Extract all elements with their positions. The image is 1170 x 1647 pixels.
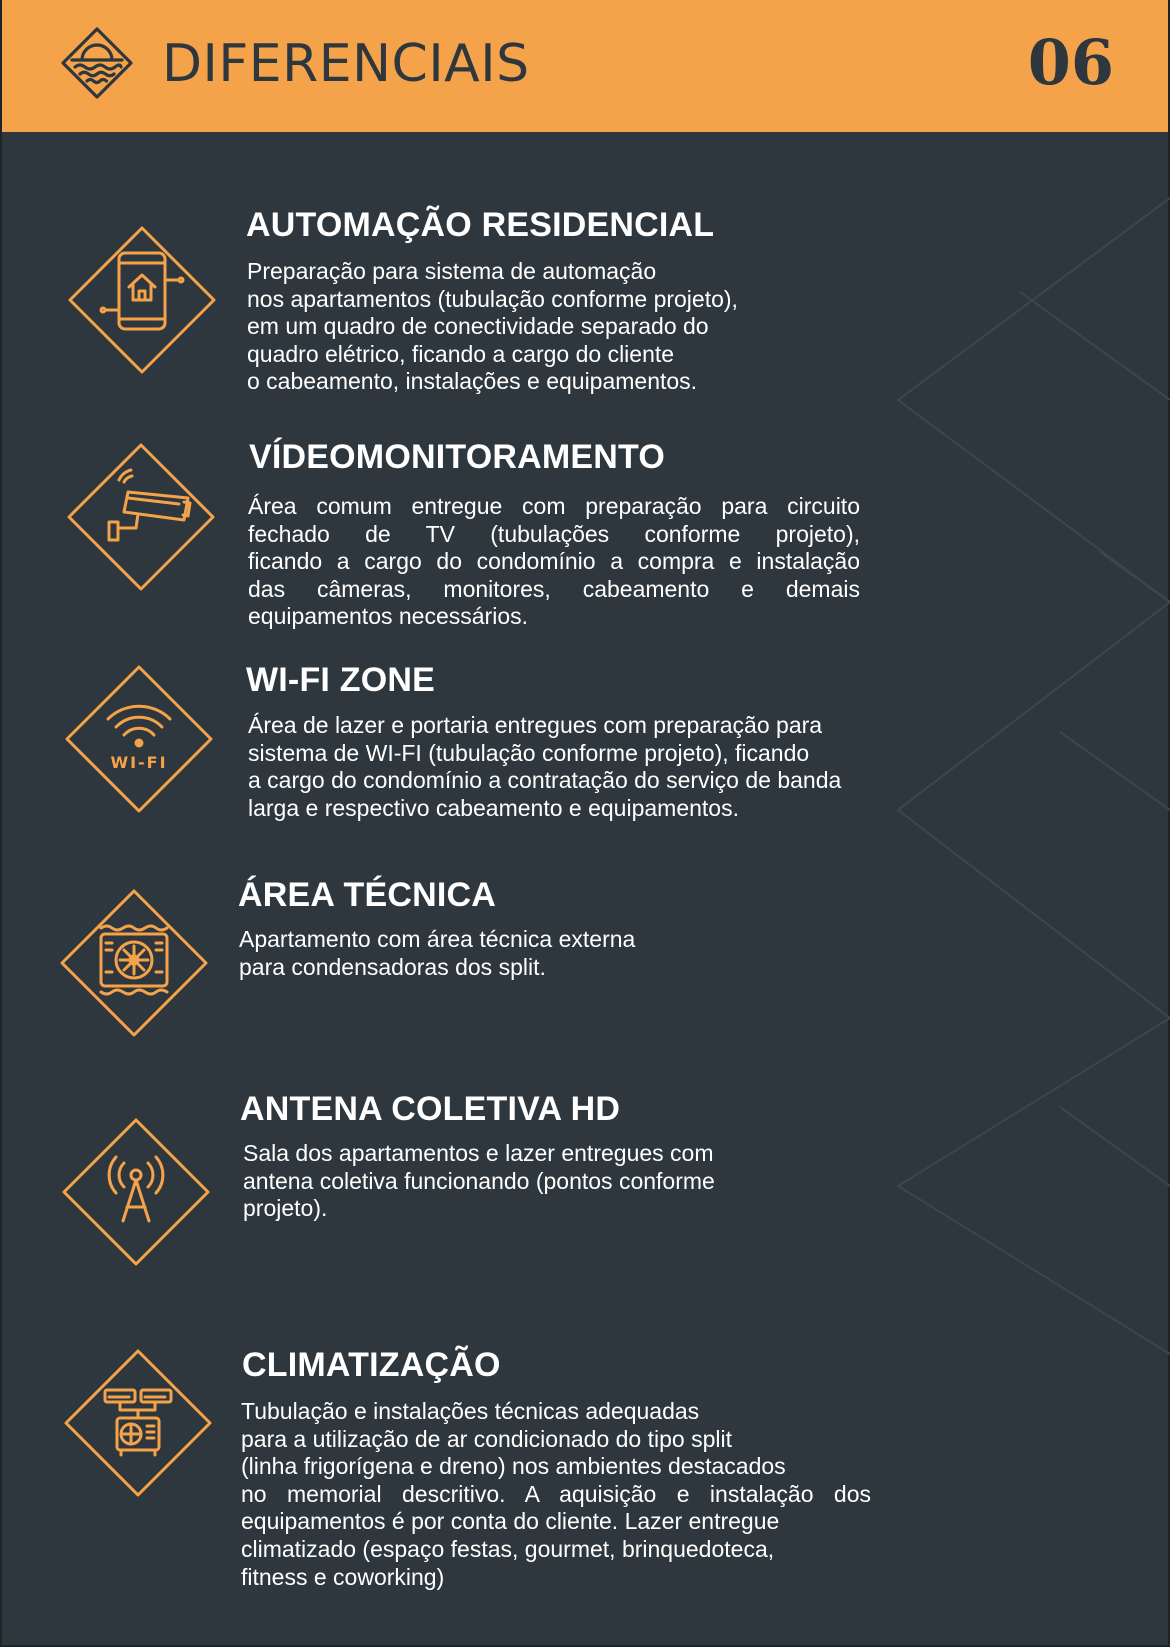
description-line: equipamentos necessários.	[248, 603, 528, 630]
description-line: sistema de WI-FI (tubulação conforme projeto), ficando	[248, 739, 810, 766]
description-line: no memorial descritivo. A aquisição e instalação dos	[241, 1480, 871, 1507]
feature-description	[243, 1140, 803, 1223]
wifi-icon-label: WI-FI	[110, 753, 168, 772]
feature-title: CLIMATIZAÇÃO	[242, 1346, 501, 1384]
description-line: das câmeras, monitores, cabeamento e demais	[248, 575, 860, 602]
feature-description	[248, 493, 860, 631]
description-line: larga e respectivo cabeamento e equipamentos.	[248, 794, 739, 821]
feature-title: ÁREA TÉCNICA	[238, 876, 497, 914]
description-line: Tubulação e instalações técnicas adequadas	[241, 1398, 700, 1424]
feature-description	[241, 1398, 871, 1591]
description-line: fechado de TV (tubulações conforme projeto),	[248, 520, 860, 547]
smartphone-home-icon	[67, 225, 217, 375]
wifi-icon	[64, 664, 214, 814]
description-line: a cargo do condomínio a contratação do serviço de banda	[248, 767, 842, 794]
header-bar	[2, 0, 1168, 132]
antenna-tower-icon	[61, 1117, 211, 1267]
description-line: ficando a cargo do condomínio a compra e instalação	[248, 548, 860, 575]
description-line: projeto).	[243, 1195, 328, 1222]
feature-description	[247, 258, 807, 396]
page-number: 06	[1027, 26, 1114, 99]
security-camera-icon	[66, 442, 216, 592]
description-line: em um quadro de conectividade separado do	[247, 313, 709, 340]
page-title: DIFERENCIAIS	[162, 34, 530, 94]
description-line: Preparação para sistema de automação	[247, 258, 657, 284]
description-line: (linha frigorígena e dreno) nos ambientes destacados	[241, 1453, 786, 1480]
description-line: o cabeamento, instalações e equipamentos.	[247, 368, 698, 395]
description-line: para condensadoras dos split.	[239, 953, 546, 980]
feature-title: ANTENA COLETIVA HD	[240, 1090, 621, 1128]
condenser-unit-icon	[59, 888, 209, 1038]
description-line: Sala dos apartamentos e lazer entregues com	[243, 1140, 714, 1166]
feature-title: WI-FI ZONE	[246, 661, 435, 699]
description-line: Área comum entregue com preparação para circuito	[248, 493, 860, 519]
description-line: Apartamento com área técnica externa	[239, 926, 636, 952]
description-line: fitness e coworking)	[241, 1563, 445, 1590]
feature-title: AUTOMAÇÃO RESIDENCIAL	[246, 206, 715, 244]
description-line: para a utilização de ar condicionado do tipo split	[241, 1425, 732, 1452]
sun-over-waves-diamond-icon	[60, 26, 134, 100]
air-conditioner-icon	[63, 1348, 213, 1498]
description-line: equipamentos é por conta do cliente. Lazer entregue	[241, 1508, 780, 1535]
feature-title: VÍDEOMONITORAMENTO	[249, 438, 666, 476]
description-line: Área de lazer e portaria entregues com preparação para	[248, 712, 823, 738]
feature-description	[239, 926, 779, 981]
description-line: nos apartamentos (tubulação conforme projeto),	[247, 285, 738, 312]
description-line: antena coletiva funcionando (pontos conforme	[243, 1167, 715, 1194]
feature-description	[248, 712, 908, 822]
description-line: climatizado (espaço festas, gourmet, brinquedoteca,	[241, 1535, 775, 1562]
description-line: quadro elétrico, ficando a cargo do cliente	[247, 340, 675, 367]
